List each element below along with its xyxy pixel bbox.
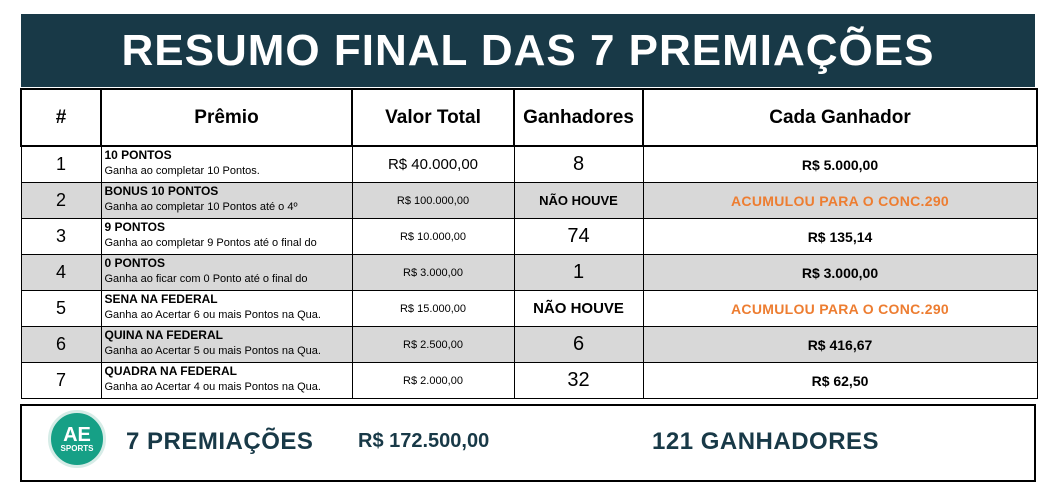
prize-cell	[101, 363, 352, 399]
column-header-winners: Ganhadores	[514, 89, 643, 146]
logo-mark: AE	[63, 423, 91, 446]
row-number: 1	[21, 146, 101, 183]
prize-description: Ganha ao Acertar 6 ou mais Pontos na Qua.	[104, 309, 321, 321]
winners-count: 6	[514, 327, 643, 363]
row-number: 6	[21, 327, 101, 363]
total-value: R$ 10.000,00	[352, 219, 514, 255]
total-value: R$ 15.000,00	[352, 291, 514, 327]
prize-name: QUINA NA FEDERAL	[104, 328, 223, 342]
column-header-total-value: Valor Total	[352, 89, 514, 146]
row-number: 7	[21, 363, 101, 399]
total-value: R$ 3.000,00	[352, 255, 514, 291]
prizes-table	[20, 88, 1038, 399]
prize-name: BONUS 10 PONTOS	[104, 184, 219, 198]
each-winner-amount: ACUMULOU PARA O CONC.290	[643, 291, 1037, 327]
row-number: 5	[21, 291, 101, 327]
column-header-number: #	[21, 89, 101, 146]
table-header-row	[21, 89, 1037, 146]
each-winner-amount: R$ 135,14	[643, 219, 1037, 255]
title-bar	[21, 14, 1035, 87]
row-number: 2	[21, 183, 101, 219]
prize-description: Ganha ao completar 10 Pontos.	[104, 165, 260, 177]
prize-cell	[101, 291, 352, 327]
table-row	[21, 291, 1037, 327]
prize-description: Ganha ao ficar com 0 Ponto até o final do	[104, 273, 308, 285]
total-value: R$ 40.000,00	[352, 146, 514, 183]
summary-prize-count: 7 PREMIAÇÕES	[126, 428, 314, 455]
summary-footer	[20, 404, 1036, 482]
table-row	[21, 146, 1037, 183]
prize-cell	[101, 183, 352, 219]
column-header-each-winner: Cada Ganhador	[643, 89, 1037, 146]
summary-winners-count: 121 GANHADORES	[652, 428, 880, 455]
prize-cell	[101, 327, 352, 363]
prize-cell	[101, 255, 352, 291]
ae-sports-logo	[48, 410, 106, 468]
page-title: RESUMO FINAL DAS 7 PREMIAÇÕES	[121, 25, 935, 75]
prize-description: Ganha ao completar 10 Pontos até o 4º	[104, 201, 298, 213]
each-winner-amount: R$ 3.000,00	[643, 255, 1037, 291]
prize-cell	[101, 146, 352, 183]
prize-name: 10 PONTOS	[104, 148, 172, 162]
winners-count: NÃO HOUVE	[514, 183, 643, 219]
each-winner-amount: ACUMULOU PARA O CONC.290	[643, 183, 1037, 219]
column-header-prize: Prêmio	[101, 89, 352, 146]
prize-description: Ganha ao Acertar 4 ou mais Pontos na Qua.	[104, 381, 321, 393]
prize-name: 0 PONTOS	[104, 256, 165, 270]
total-value: R$ 2.000,00	[352, 363, 514, 399]
prize-cell	[101, 219, 352, 255]
table-row	[21, 183, 1037, 219]
row-number: 4	[21, 255, 101, 291]
row-number: 3	[21, 219, 101, 255]
table-row	[21, 327, 1037, 363]
table-row	[21, 255, 1037, 291]
winners-count: 74	[514, 219, 643, 255]
logo-sub: SPORTS	[60, 443, 94, 453]
prize-description: Ganha ao completar 9 Pontos até o final do	[104, 237, 317, 249]
total-value: R$ 100.000,00	[352, 183, 514, 219]
prize-name: QUADRA NA FEDERAL	[104, 364, 237, 378]
total-value: R$ 2.500,00	[352, 327, 514, 363]
prize-name: 9 PONTOS	[104, 220, 165, 234]
prize-description: Ganha ao Acertar 5 ou mais Pontos na Qua.	[104, 345, 321, 357]
table-row	[21, 363, 1037, 399]
winners-count: NÃO HOUVE	[514, 291, 643, 327]
prize-name: SENA NA FEDERAL	[104, 292, 218, 306]
table-row	[21, 219, 1037, 255]
winners-count: 8	[514, 146, 643, 183]
each-winner-amount: R$ 5.000,00	[643, 146, 1037, 183]
each-winner-amount: R$ 416,67	[643, 327, 1037, 363]
winners-count: 32	[514, 363, 643, 399]
each-winner-amount: R$ 62,50	[643, 363, 1037, 399]
summary-total-value: R$ 172.500,00	[358, 430, 490, 452]
winners-count: 1	[514, 255, 643, 291]
